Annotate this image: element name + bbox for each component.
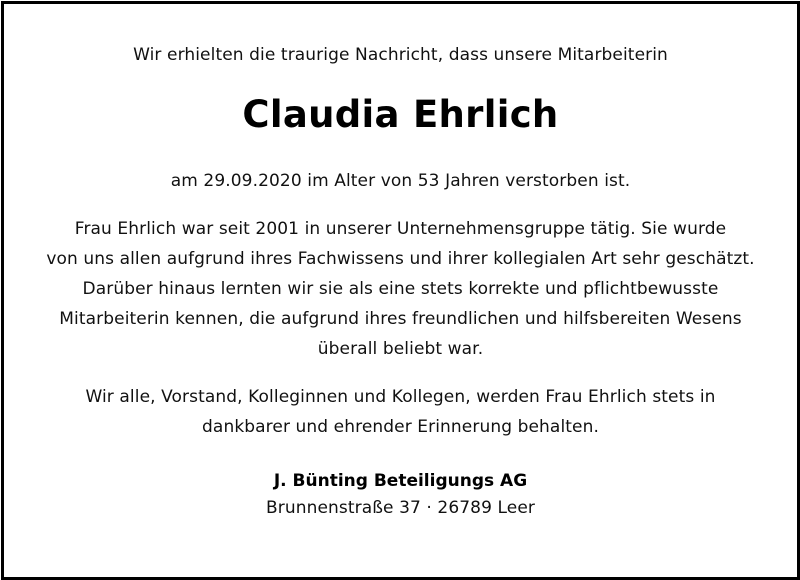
company-name: J. Bünting Beteiligungs AG <box>273 471 528 491</box>
paragraph1-line5: überall beliebt war. <box>317 339 484 359</box>
paragraph1-line3: Darüber hinaus lernten wir sie als eine stets korrekte und pflichtbewusste <box>82 279 719 299</box>
paragraph1-line4: Mitarbeiterin kennen, die aufgrund ihres freundlichen und hilfsbereiten Wesens <box>59 309 742 329</box>
intro-text: Wir erhielten die traurige Nachricht, dass unsere Mitarbeiterin <box>133 45 668 65</box>
paragraph1-line1: Frau Ehrlich war seit 2001 in unserer Unternehmensgruppe tätig. Sie wurde <box>74 219 727 239</box>
paragraph1-line2: von uns allen aufgrund ihres Fachwissens und ihrer kollegialen Art sehr geschätzt. <box>46 249 755 269</box>
company-address: Brunnenstraße 37 · 26789 Leer <box>265 498 535 518</box>
deceased-name: Claudia Ehrlich <box>242 93 559 136</box>
date-line: am 29.09.2020 im Alter von 53 Jahren verstorben ist. <box>170 171 631 191</box>
obituary-notice-frame <box>1 1 800 580</box>
paragraph2-line1: Wir alle, Vorstand, Kolleginnen und Kollegen, werden Frau Ehrlich stets in <box>85 387 716 407</box>
paragraph2-line2: dankbarer und ehrender Erinnerung behalten. <box>202 417 599 437</box>
